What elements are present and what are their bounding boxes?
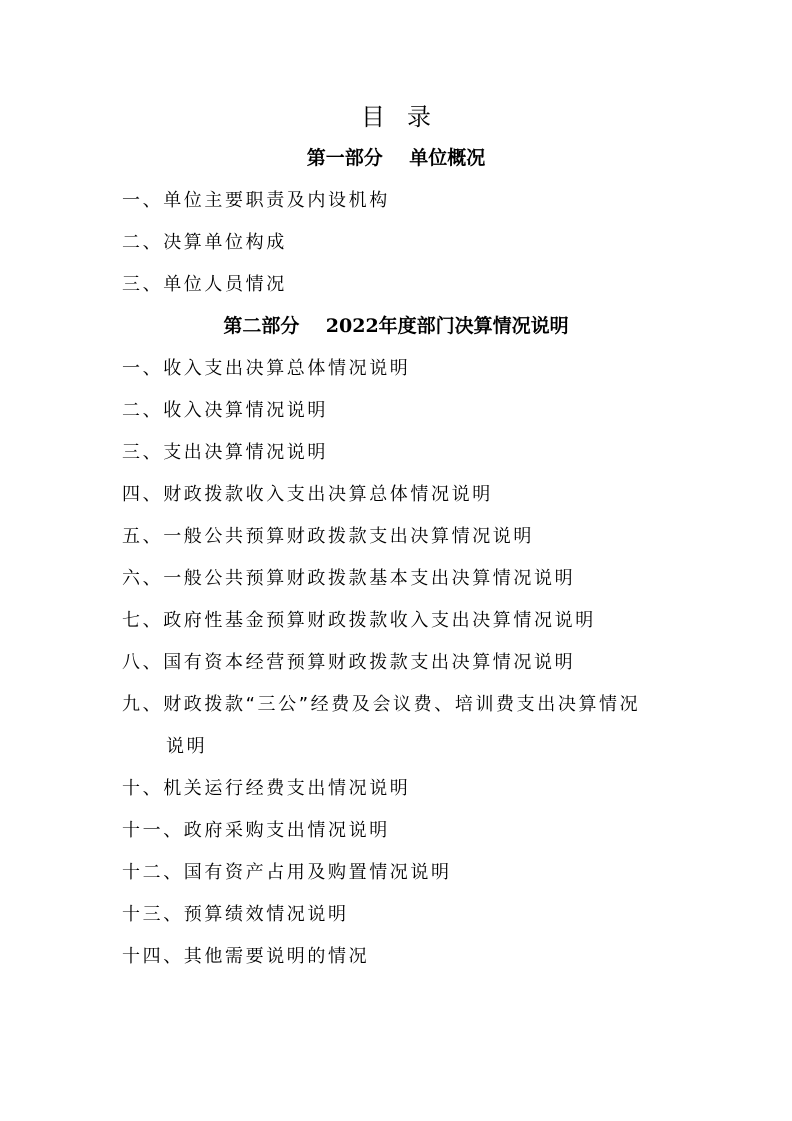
toc-item: 二、决算单位构成 xyxy=(122,232,287,253)
toc-item: 四、财政拨款收入支出决算总体情况说明 xyxy=(122,484,493,505)
page-title: 目录 xyxy=(361,103,453,131)
toc-item: 六、一般公共预算财政拨款基本支出决算情况说明 xyxy=(122,568,576,589)
toc-item: 十一、政府采购支出情况说明 xyxy=(122,820,390,841)
toc-item: 十四、其他需要说明的情况 xyxy=(122,946,370,967)
toc-item: 一、收入支出决算总体情况说明 xyxy=(122,358,411,379)
part-heading: 第一部分 单位概况 xyxy=(306,147,486,169)
toc-item: 九、财政拨款“三公”经费及会议费、培训费支出决算情况 xyxy=(122,694,641,715)
toc-item: 二、收入决算情况说明 xyxy=(122,400,328,421)
toc-item: 八、国有资本经营预算财政拨款支出决算情况说明 xyxy=(122,652,576,673)
toc-item: 三、支出决算情况说明 xyxy=(122,442,328,463)
toc-item: 十、机关运行经费支出情况说明 xyxy=(122,778,411,799)
toc-item-continuation: 说明 xyxy=(166,736,208,757)
toc-item: 十三、预算绩效情况说明 xyxy=(122,904,349,925)
toc-item: 五、一般公共预算财政拨款支出决算情况说明 xyxy=(122,526,534,547)
toc-item: 七、政府性基金预算财政拨款收入支出决算情况说明 xyxy=(122,610,596,631)
part-heading: 第二部分 2022年度部门决算情况说明 xyxy=(223,315,569,337)
toc-item: 三、单位人员情况 xyxy=(122,274,287,295)
toc-item: 十二、国有资产占用及购置情况说明 xyxy=(122,862,452,883)
toc-item: 一、单位主要职责及内设机构 xyxy=(122,190,390,211)
